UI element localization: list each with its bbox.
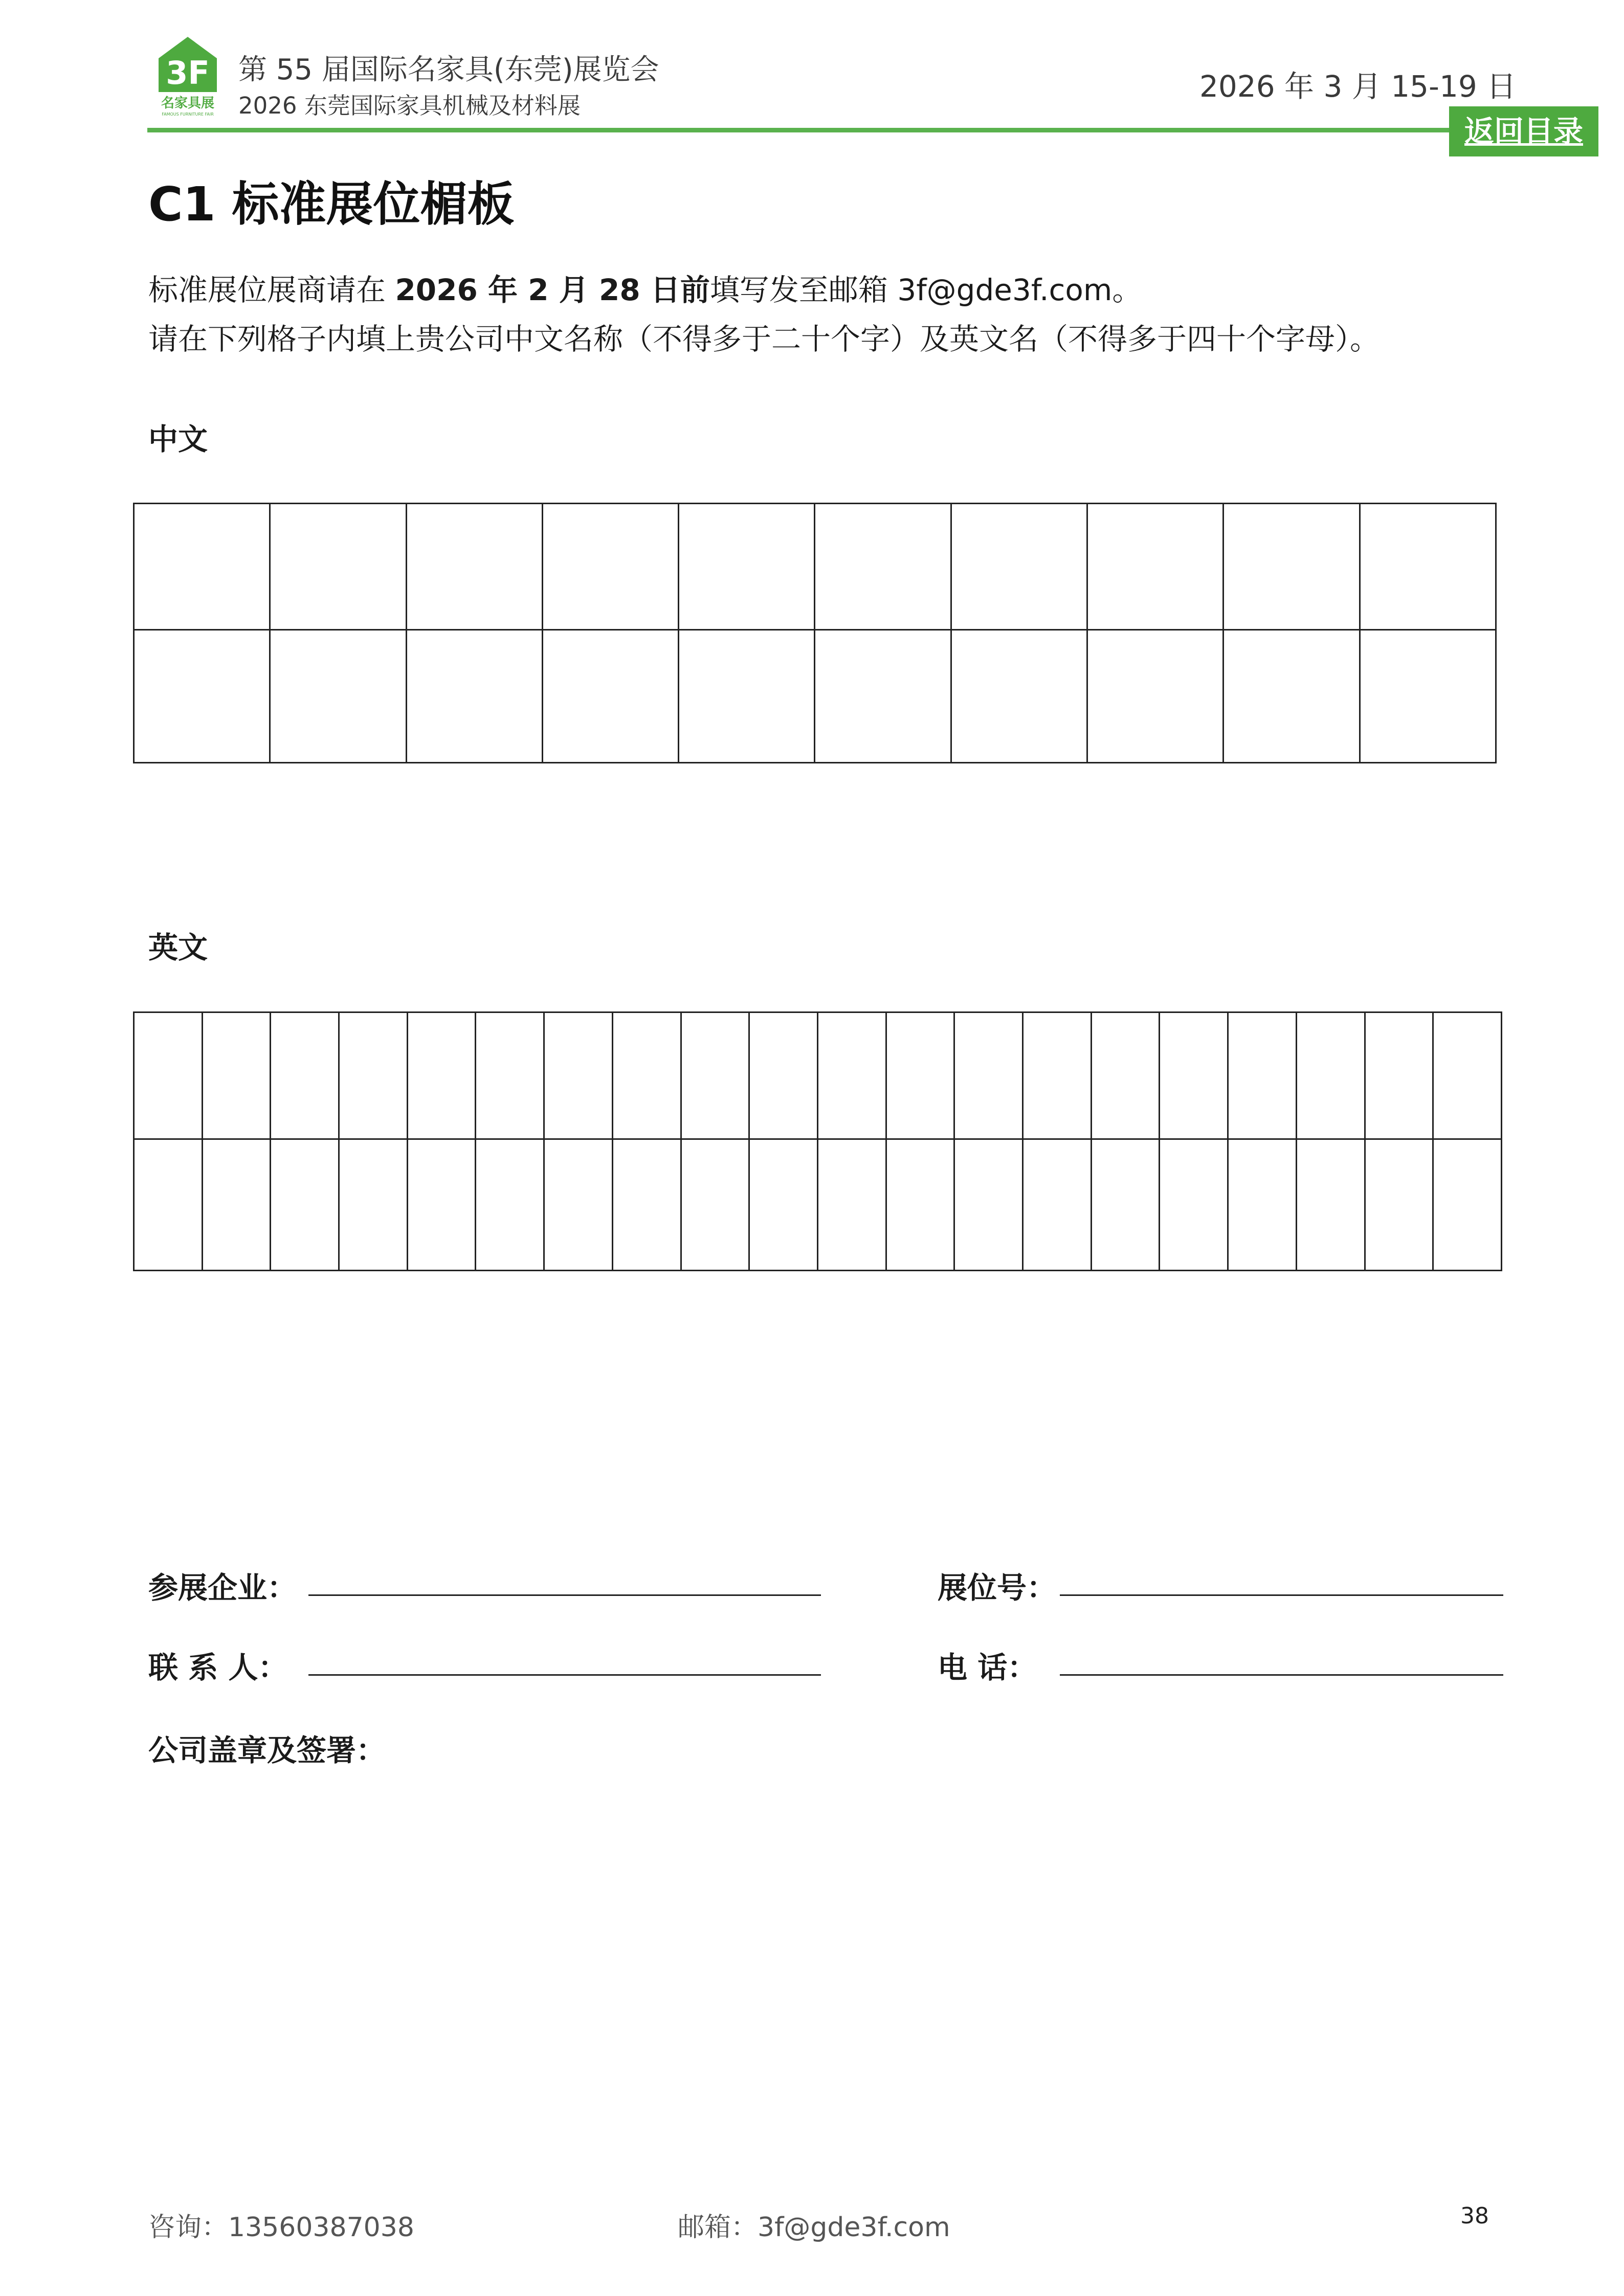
intro-suffix: 填写发至邮箱 3f@gde3f.com。 xyxy=(709,273,1142,307)
english-letter-box[interactable] xyxy=(1160,1140,1229,1271)
phone-field[interactable] xyxy=(1060,1674,1503,1676)
event-date: 2026 年 3 月 15-19 日 xyxy=(1199,69,1517,104)
chinese-section-label: 中文 xyxy=(148,422,208,457)
english-letter-box[interactable] xyxy=(1024,1140,1092,1271)
chinese-char-box[interactable] xyxy=(679,631,815,763)
english-letter-box[interactable] xyxy=(682,1013,750,1140)
english-letter-box[interactable] xyxy=(340,1140,408,1271)
english-letter-box[interactable] xyxy=(1092,1140,1161,1271)
english-letter-box[interactable] xyxy=(1366,1140,1434,1271)
english-letter-box[interactable] xyxy=(1024,1013,1092,1140)
english-letter-box[interactable] xyxy=(135,1013,203,1140)
chinese-name-grid xyxy=(133,503,1497,763)
footer-email: 邮箱：3f@gde3f.com xyxy=(678,2212,950,2243)
english-letter-box[interactable] xyxy=(135,1140,203,1271)
chinese-char-box[interactable] xyxy=(815,631,951,763)
english-section-label: 英文 xyxy=(148,930,208,965)
logo-subcaption: FAMOUS FURNITURE FAIR xyxy=(162,112,214,117)
english-letter-box[interactable] xyxy=(476,1140,545,1271)
intro-line-2: 请在下列格子内填上贵公司中文名称（不得多于二十个字）及英文名（不得多于四十个字母）。 xyxy=(148,322,1380,356)
english-letter-box[interactable] xyxy=(1434,1140,1502,1271)
english-letter-box[interactable] xyxy=(1092,1013,1161,1140)
company-seal-label: 公司盖章及签署： xyxy=(148,1733,386,1768)
intro-prefix: 标准展位展商请在 xyxy=(148,273,395,307)
chinese-char-box[interactable] xyxy=(271,631,407,763)
chinese-char-box[interactable] xyxy=(543,504,679,631)
english-letter-box[interactable] xyxy=(613,1013,682,1140)
english-letter-box[interactable] xyxy=(340,1013,408,1140)
header-divider xyxy=(147,128,1449,132)
chinese-char-box[interactable] xyxy=(1088,504,1224,631)
chinese-char-box[interactable] xyxy=(1361,631,1497,763)
chinese-char-box[interactable] xyxy=(135,504,271,631)
english-letter-box[interactable] xyxy=(1229,1013,1297,1140)
chinese-char-box[interactable] xyxy=(1088,631,1224,763)
chinese-char-box[interactable] xyxy=(815,504,951,631)
footer-consult: 咨询：13560387038 xyxy=(148,2212,414,2243)
company-label: 参展企业： xyxy=(148,1570,297,1605)
chinese-char-box[interactable] xyxy=(271,504,407,631)
english-letter-box[interactable] xyxy=(203,1140,272,1271)
page-number: 38 xyxy=(1460,2203,1489,2229)
back-to-toc-button[interactable]: 返回目录 xyxy=(1449,106,1598,156)
company-field[interactable] xyxy=(308,1594,821,1596)
english-letter-box[interactable] xyxy=(613,1140,682,1271)
phone-label: 电 话： xyxy=(938,1650,1037,1685)
english-letter-box[interactable] xyxy=(476,1013,545,1140)
contact-person-field[interactable] xyxy=(308,1674,821,1676)
event-subtitle: 2026 东莞国际家具机械及材料展 xyxy=(238,92,581,119)
english-letter-box[interactable] xyxy=(818,1013,887,1140)
english-letter-box[interactable] xyxy=(955,1140,1024,1271)
english-letter-box[interactable] xyxy=(1297,1140,1366,1271)
intro-deadline: 2026 年 2 月 28 日前 xyxy=(395,273,710,307)
page-title: C1 标准展位楣板 xyxy=(148,177,515,232)
brand-logo xyxy=(158,36,218,118)
chinese-char-box[interactable] xyxy=(952,631,1088,763)
contact-person-label: 联 系 人： xyxy=(148,1650,288,1685)
intro-line-1 xyxy=(148,266,1142,309)
chinese-char-box[interactable] xyxy=(679,504,815,631)
chinese-char-box[interactable] xyxy=(1361,504,1497,631)
logo-caption: 名家具展 xyxy=(161,96,215,111)
chinese-char-box[interactable] xyxy=(543,631,679,763)
english-letter-box[interactable] xyxy=(1366,1013,1434,1140)
booth-number-label: 展位号： xyxy=(938,1570,1057,1605)
english-letter-box[interactable] xyxy=(545,1013,613,1140)
english-letter-box[interactable] xyxy=(750,1013,818,1140)
english-letter-box[interactable] xyxy=(1434,1013,1502,1140)
english-letter-box[interactable] xyxy=(1229,1140,1297,1271)
chinese-char-box[interactable] xyxy=(135,631,271,763)
chinese-char-box[interactable] xyxy=(1224,631,1360,763)
english-letter-box[interactable] xyxy=(408,1140,477,1271)
english-letter-box[interactable] xyxy=(887,1140,955,1271)
english-letter-box[interactable] xyxy=(750,1140,818,1271)
booth-number-field[interactable] xyxy=(1060,1594,1503,1596)
english-letter-box[interactable] xyxy=(955,1013,1024,1140)
logo-text: 3F xyxy=(166,54,210,92)
chinese-char-box[interactable] xyxy=(1224,504,1360,631)
english-letter-box[interactable] xyxy=(682,1140,750,1271)
english-letter-box[interactable] xyxy=(1160,1013,1229,1140)
english-letter-box[interactable] xyxy=(271,1013,340,1140)
english-letter-box[interactable] xyxy=(271,1140,340,1271)
english-name-grid xyxy=(133,1011,1502,1271)
english-letter-box[interactable] xyxy=(1297,1013,1366,1140)
english-letter-box[interactable] xyxy=(203,1013,272,1140)
english-letter-box[interactable] xyxy=(818,1140,887,1271)
event-title: 第 55 届国际名家具(东莞)展览会 xyxy=(238,53,659,86)
chinese-char-box[interactable] xyxy=(952,504,1088,631)
english-letter-box[interactable] xyxy=(887,1013,955,1140)
chinese-char-box[interactable] xyxy=(407,504,543,631)
english-letter-box[interactable] xyxy=(408,1013,477,1140)
chinese-char-box[interactable] xyxy=(407,631,543,763)
english-letter-box[interactable] xyxy=(545,1140,613,1271)
